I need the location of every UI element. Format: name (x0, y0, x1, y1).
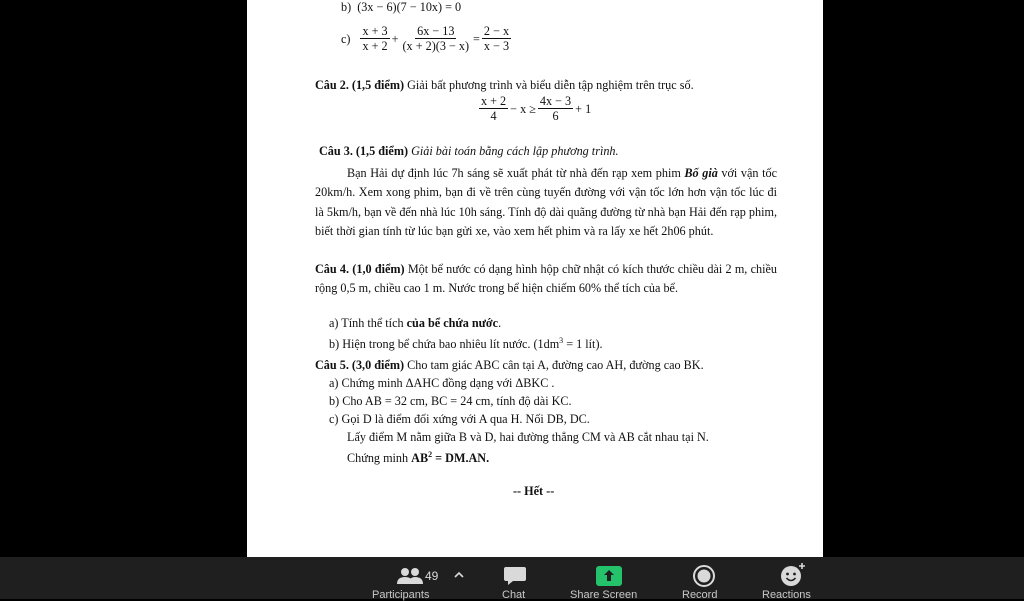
q4-item-b (329, 332, 603, 353)
q5c3-rest: = DM.AN. (432, 451, 490, 466)
q4a-text: a) Tính thể tích (329, 316, 407, 330)
q5-item-c1: c) Gọi D là điểm đối xứng với A qua H. Nối DB, DC. (329, 412, 590, 426)
q4-item-a (329, 314, 501, 332)
q3-text: Giải bài toán bằng cách lập phương trình. (408, 144, 619, 158)
document-page (247, 0, 823, 557)
share-screen-button[interactable] (570, 557, 652, 599)
share-screen-label: Share Screen (570, 589, 638, 601)
q3-title: Câu 3. (1,5 điểm) (319, 144, 409, 158)
record-icon (692, 564, 716, 588)
q4b-text: b) Hiện trong bể chứa bao nhiêu lít nước. (1dm (329, 337, 560, 352)
denominator: 6 (552, 109, 559, 123)
q1c-line (341, 24, 513, 53)
denominator: x − 3 (483, 39, 510, 53)
q5-title: Câu 5. (3,0 điểm) (315, 358, 405, 372)
q5-item-a: a) Chứng minh ΔAHC đồng dạng với ΔBKC . (329, 376, 555, 390)
chevron-up-icon[interactable] (454, 571, 464, 579)
q4-title: Câu 4. (1,0 điểm) (315, 262, 405, 276)
q4-text: Một bể nước có dạng hình hộp chữ nhật có kích thước chiều dài 2 m, chiều rộng 0,5 m, chiều cao 1 m. Nước trong bể hiện chiếm 60% thể tích của bể. (315, 262, 777, 296)
inequality-tail: + 1 (575, 101, 592, 116)
equals-sign: = (473, 31, 480, 46)
q4-paragraph (315, 260, 777, 299)
q3-part-1: Bạn Hải dự định lúc 7h sáng sẽ xuất phát từ nhà đến rạp xem phim (347, 166, 685, 180)
q1b-expression: (3x − 6)(7 − 10x) = 0 (357, 0, 462, 14)
q2-inequality (477, 94, 591, 123)
q1c-label: c) (341, 31, 351, 46)
chat-button[interactable] (494, 557, 538, 599)
q1c-fraction-3 (482, 24, 511, 53)
participants-button[interactable] (372, 557, 480, 601)
q1b-label: b) (341, 0, 352, 14)
reactions-button[interactable] (762, 557, 836, 601)
denominator: (x + 2)(3 − x) (402, 39, 470, 53)
numerator: 6x − 13 (417, 24, 455, 38)
q4a-bold: của bể chứa nước (406, 316, 499, 330)
q4b-sup: 3 (559, 336, 564, 345)
q2-fraction-1 (479, 94, 508, 123)
reactions-icon (780, 562, 808, 588)
numerator: 4x − 3 (539, 94, 572, 108)
q3-paragraph (315, 164, 777, 241)
meeting-toolbar (0, 557, 1024, 599)
record-label: Record (682, 589, 718, 601)
q5-heading (315, 356, 704, 374)
record-button[interactable] (682, 557, 732, 599)
q3-film-title: Bố già (684, 166, 718, 180)
q2-text: Giải bất phương trình và biểu diễn tập nghiệm trên trục số. (404, 78, 694, 92)
q5-item-c3 (347, 446, 489, 467)
q5c3-sup: 2 (428, 450, 433, 459)
q5c3-ab: AB (411, 451, 429, 466)
chat-label: Chat (502, 589, 526, 601)
denominator: 4 (490, 109, 497, 123)
participants-icon (396, 566, 424, 586)
end-marker: -- Hết -- (513, 484, 555, 498)
numerator: 2 − x (483, 24, 510, 38)
q4b-post: = 1 lít). (563, 337, 603, 352)
numerator: x + 2 (481, 94, 507, 108)
q2-title: Câu 2. (1,5 điểm) (315, 78, 405, 92)
q2-fraction-2 (538, 94, 573, 123)
numerator: x + 3 (362, 24, 388, 38)
q5-text: Cho tam giác ABC cân tại A, đường cao AH, đường cao BK. (404, 358, 704, 372)
q5-item-b: b) Cho AB = 32 cm, BC = 24 cm, tính độ dài KC. (329, 394, 572, 408)
q4a-end: . (498, 316, 502, 330)
q5-item-c2: Lấy điểm M nằm giữa B và D, hai đường thẳng CM và AB cắt nhau tại N. (347, 430, 709, 444)
inequality-middle: − x ≥ (510, 101, 536, 116)
reactions-label: Reactions (762, 589, 811, 601)
participants-count: 49 (425, 569, 439, 583)
plus-sign: + (391, 31, 399, 46)
q2-heading (315, 76, 694, 94)
q3-part-2: với vận tốc 20km/h. Xem xong phim, bạn đi về trên cùng tuyến đường với vận tốc lớn hơn vận tốc lúc đi là 5km/h, bạn về đến nhà lúc 10h sáng. Tính độ dài quãng đường từ nhà bạn Hải đến rạp phim, biết thời gian tính từ lúc bạn gửi xe, vào xem hết phim và ra lấy xe hết 2h06 phút. (315, 166, 777, 238)
q1c-fraction-2 (401, 24, 472, 53)
q1c-fraction-1 (360, 24, 389, 53)
q1b-line (341, 0, 461, 16)
participants-label: Participants (372, 589, 430, 601)
share-screen-icon (596, 566, 622, 586)
denominator: x + 2 (362, 39, 388, 53)
q3-heading (319, 142, 619, 160)
chat-icon (503, 565, 527, 587)
q5c3-text: Chứng minh (347, 451, 412, 466)
